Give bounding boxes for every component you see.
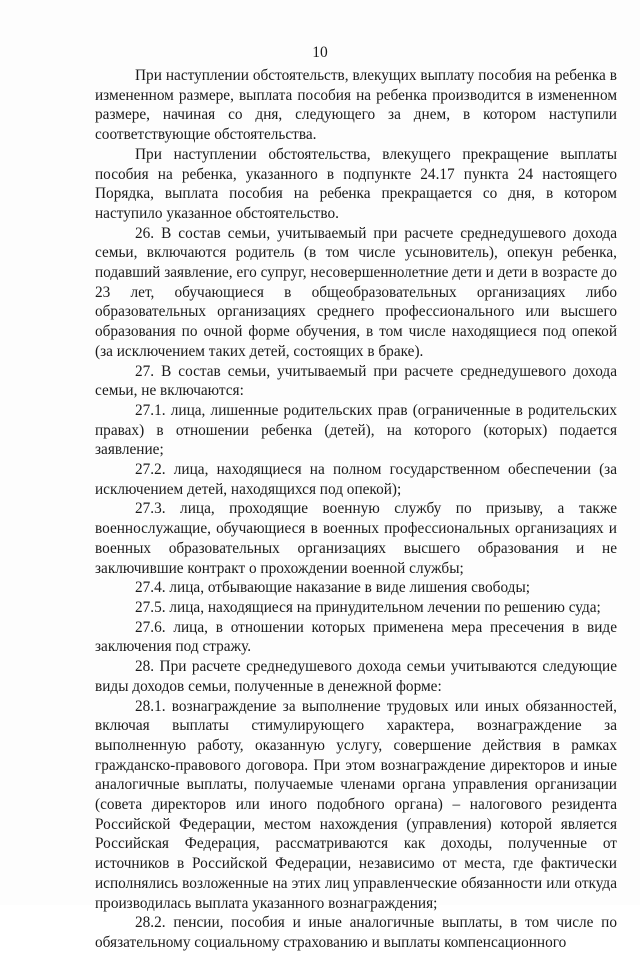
paragraph: 27.4. лица, отбывающие наказание в виде лишения свободы; — [135, 579, 530, 597]
paragraph: При наступлении обстоятельств, влекущих выплату пособия на ребенка в измененном размере, выплата пособия на ребенка производится в измененном размере, начиная со дня, следующего за днем, в котором наступили соответствующие обстоятельства. — [95, 67, 617, 144]
paragraph: 28.2. пенсии, пособия и иные аналогичные выплаты, в том числе по обязательному социальному страхованию и выплаты компенсационного — [95, 914, 617, 951]
paragraph: 27. В состав семьи, учитываемый при расчете среднедушевого дохода семьи, не включаются: — [95, 362, 617, 400]
paragraph: 28.1. вознаграждение за выполнение трудовых или иных обязанностей, включая выплаты стимулирующего характера, вознаграждение за выполненную работу, оказанную услугу, совершение действия в рамках гражданско-правового договора. При этом вознаграждение директоров и иные аналогичные выплаты, получаемые членами органа управления организации (совета директоров или иного подобного органа) – налогового резидента Российской Федерации, местом нахождения (управления) которой является Российская Федерация, рассматриваются как доходы, полученные от источников в Российской Федерации, независимо от места, где фактически исполнялись возложенные на этих лиц управленческие обязанности или откуда производилась выплата указанного вознаграждения; — [95, 697, 617, 912]
paragraph: 27.2. лица, находящиеся на полном государственном обеспечении (за исключением детей, находящихся под опекой); — [95, 461, 617, 498]
page-number: 10 — [312, 44, 328, 61]
document-body — [95, 66, 617, 953]
paragraph: 27.1. лица, лишенные родительских прав (ограниченные в родительских правах) в отношении ребенка (детей), на которого (которых) подается заявление; — [95, 401, 617, 459]
paragraph: При наступлении обстоятельства, влекущего прекращение выплаты пособия на ребенка, указанного в подпункте 24.17 пункта 24 настоящего Порядка, выплата пособия на ребенка прекращается со дня, в котором наступило указанное обстоятельство. — [95, 145, 617, 222]
paragraph: 27.3. лица, проходящие военную службу по призыву, а также военнослужащие, обучающиеся в военных профессиональных организациях и военных образовательных организациях высшего образования и не заключившие контракт о прохождении военной службы; — [95, 500, 617, 577]
paragraph: 28. При расчете среднедушевого дохода семьи учитываются следующие виды доходов семьи, полученные в денежной форме: — [95, 658, 617, 695]
paragraph: 27.5. лица, находящиеся на принудительном лечении по решению суда; — [135, 598, 601, 616]
paragraph: 26. В состав семьи, учитываемый при расчете среднедушевого дохода семьи, включаются родитель (в том числе усыновитель), опекун ребенка, подавший заявление, его супруг, несовершеннолетние дети и дети в возрасте до 23 лет, обучающиеся в общеобразовательных организациях либо образовательных организациях среднего профессионального или высшего образования по очной форме обучения, в том числе находящиеся под опекой (за исключением таких детей, состоящих в браке). — [95, 224, 617, 360]
paragraph: 27.6. лица, в отношении которых применена мера пресечения в виде заключения под стражу. — [95, 618, 617, 656]
